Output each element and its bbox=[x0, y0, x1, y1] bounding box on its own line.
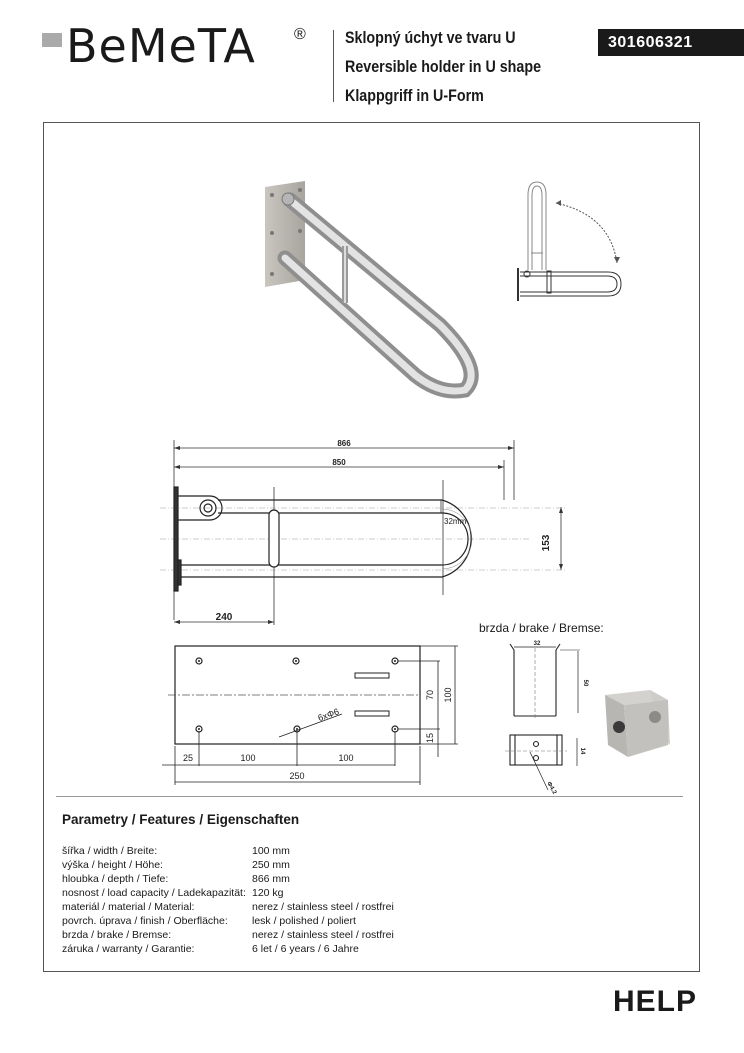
brake-dim-hole: Φ4.2 bbox=[545, 781, 558, 796]
dim-15: 15 bbox=[425, 732, 435, 744]
feature-label: hloubka / depth / Tiefe: bbox=[62, 873, 169, 885]
feature-label: materiál / material / Material: bbox=[62, 901, 195, 913]
feature-value: nerez / stainless steel / rostfrei bbox=[252, 929, 394, 941]
dim-153: 153 bbox=[541, 534, 552, 552]
swing-diagram bbox=[518, 182, 621, 301]
brake-label: brzda / brake / Bremse: bbox=[479, 621, 604, 635]
registered-mark: ® bbox=[294, 26, 306, 43]
title-de: Klappgriff in U-Form bbox=[345, 86, 484, 105]
feature-label: nosnost / load capacity / Ladekapazität: bbox=[62, 887, 246, 899]
title-en: Reversible holder in U shape bbox=[345, 57, 542, 76]
brake-dim-14: 14 bbox=[579, 747, 585, 755]
section-divider bbox=[56, 796, 683, 797]
brake-dim-32: 32 bbox=[533, 641, 541, 647]
feature-label: brzda / brake / Bremse: bbox=[62, 929, 172, 941]
dim-850: 850 bbox=[332, 458, 346, 467]
feature-label: šířka / width / Breite: bbox=[62, 845, 158, 857]
brand-logo: BeMeTA bbox=[66, 19, 256, 73]
dim-70: 70 bbox=[425, 689, 435, 701]
brake-dim-50: 50 bbox=[582, 679, 588, 687]
dim-25: 25 bbox=[182, 753, 194, 763]
product-code-badge: 301606321 bbox=[598, 29, 744, 56]
dim-250: 250 bbox=[289, 771, 305, 781]
feature-value: nerez / stainless steel / rostfrei bbox=[252, 901, 394, 913]
mounting-plate-drawing bbox=[162, 646, 458, 785]
feature-value: lesk / polished / poliert bbox=[252, 915, 356, 927]
dim-6xd6: 6xΦ6 bbox=[316, 706, 341, 724]
brake-drawing bbox=[505, 644, 580, 790]
brake-photo bbox=[605, 690, 670, 757]
side-view-drawing bbox=[160, 440, 565, 625]
feature-label: povrch. úprava / finish / Oberfläche: bbox=[62, 915, 228, 927]
dim-100-right: 100 bbox=[338, 753, 354, 763]
feature-value: 6 let / 6 years / 6 Jahre bbox=[252, 943, 359, 955]
product-photo bbox=[265, 181, 471, 391]
series-name: HELP bbox=[613, 985, 698, 1018]
dim-240: 240 bbox=[215, 612, 233, 623]
dim-32mm: 32mm bbox=[444, 517, 467, 526]
feature-value: 120 kg bbox=[252, 887, 284, 899]
feature-value: 250 mm bbox=[252, 859, 290, 871]
feature-value: 100 mm bbox=[252, 845, 290, 857]
feature-label: výška / height / Höhe: bbox=[62, 859, 163, 871]
features-title: Parametry / Features / Eigenschaften bbox=[62, 812, 300, 827]
feature-label: záruka / warranty / Garantie: bbox=[62, 943, 195, 955]
dimension-labels bbox=[183, 439, 588, 796]
dim-866: 866 bbox=[337, 439, 351, 448]
feature-value: 866 mm bbox=[252, 873, 290, 885]
dim-100-left: 100 bbox=[240, 753, 256, 763]
dim-100-vertical: 100 bbox=[443, 687, 453, 703]
title-cz: Sklopný úchyt ve tvaru U bbox=[345, 28, 516, 47]
